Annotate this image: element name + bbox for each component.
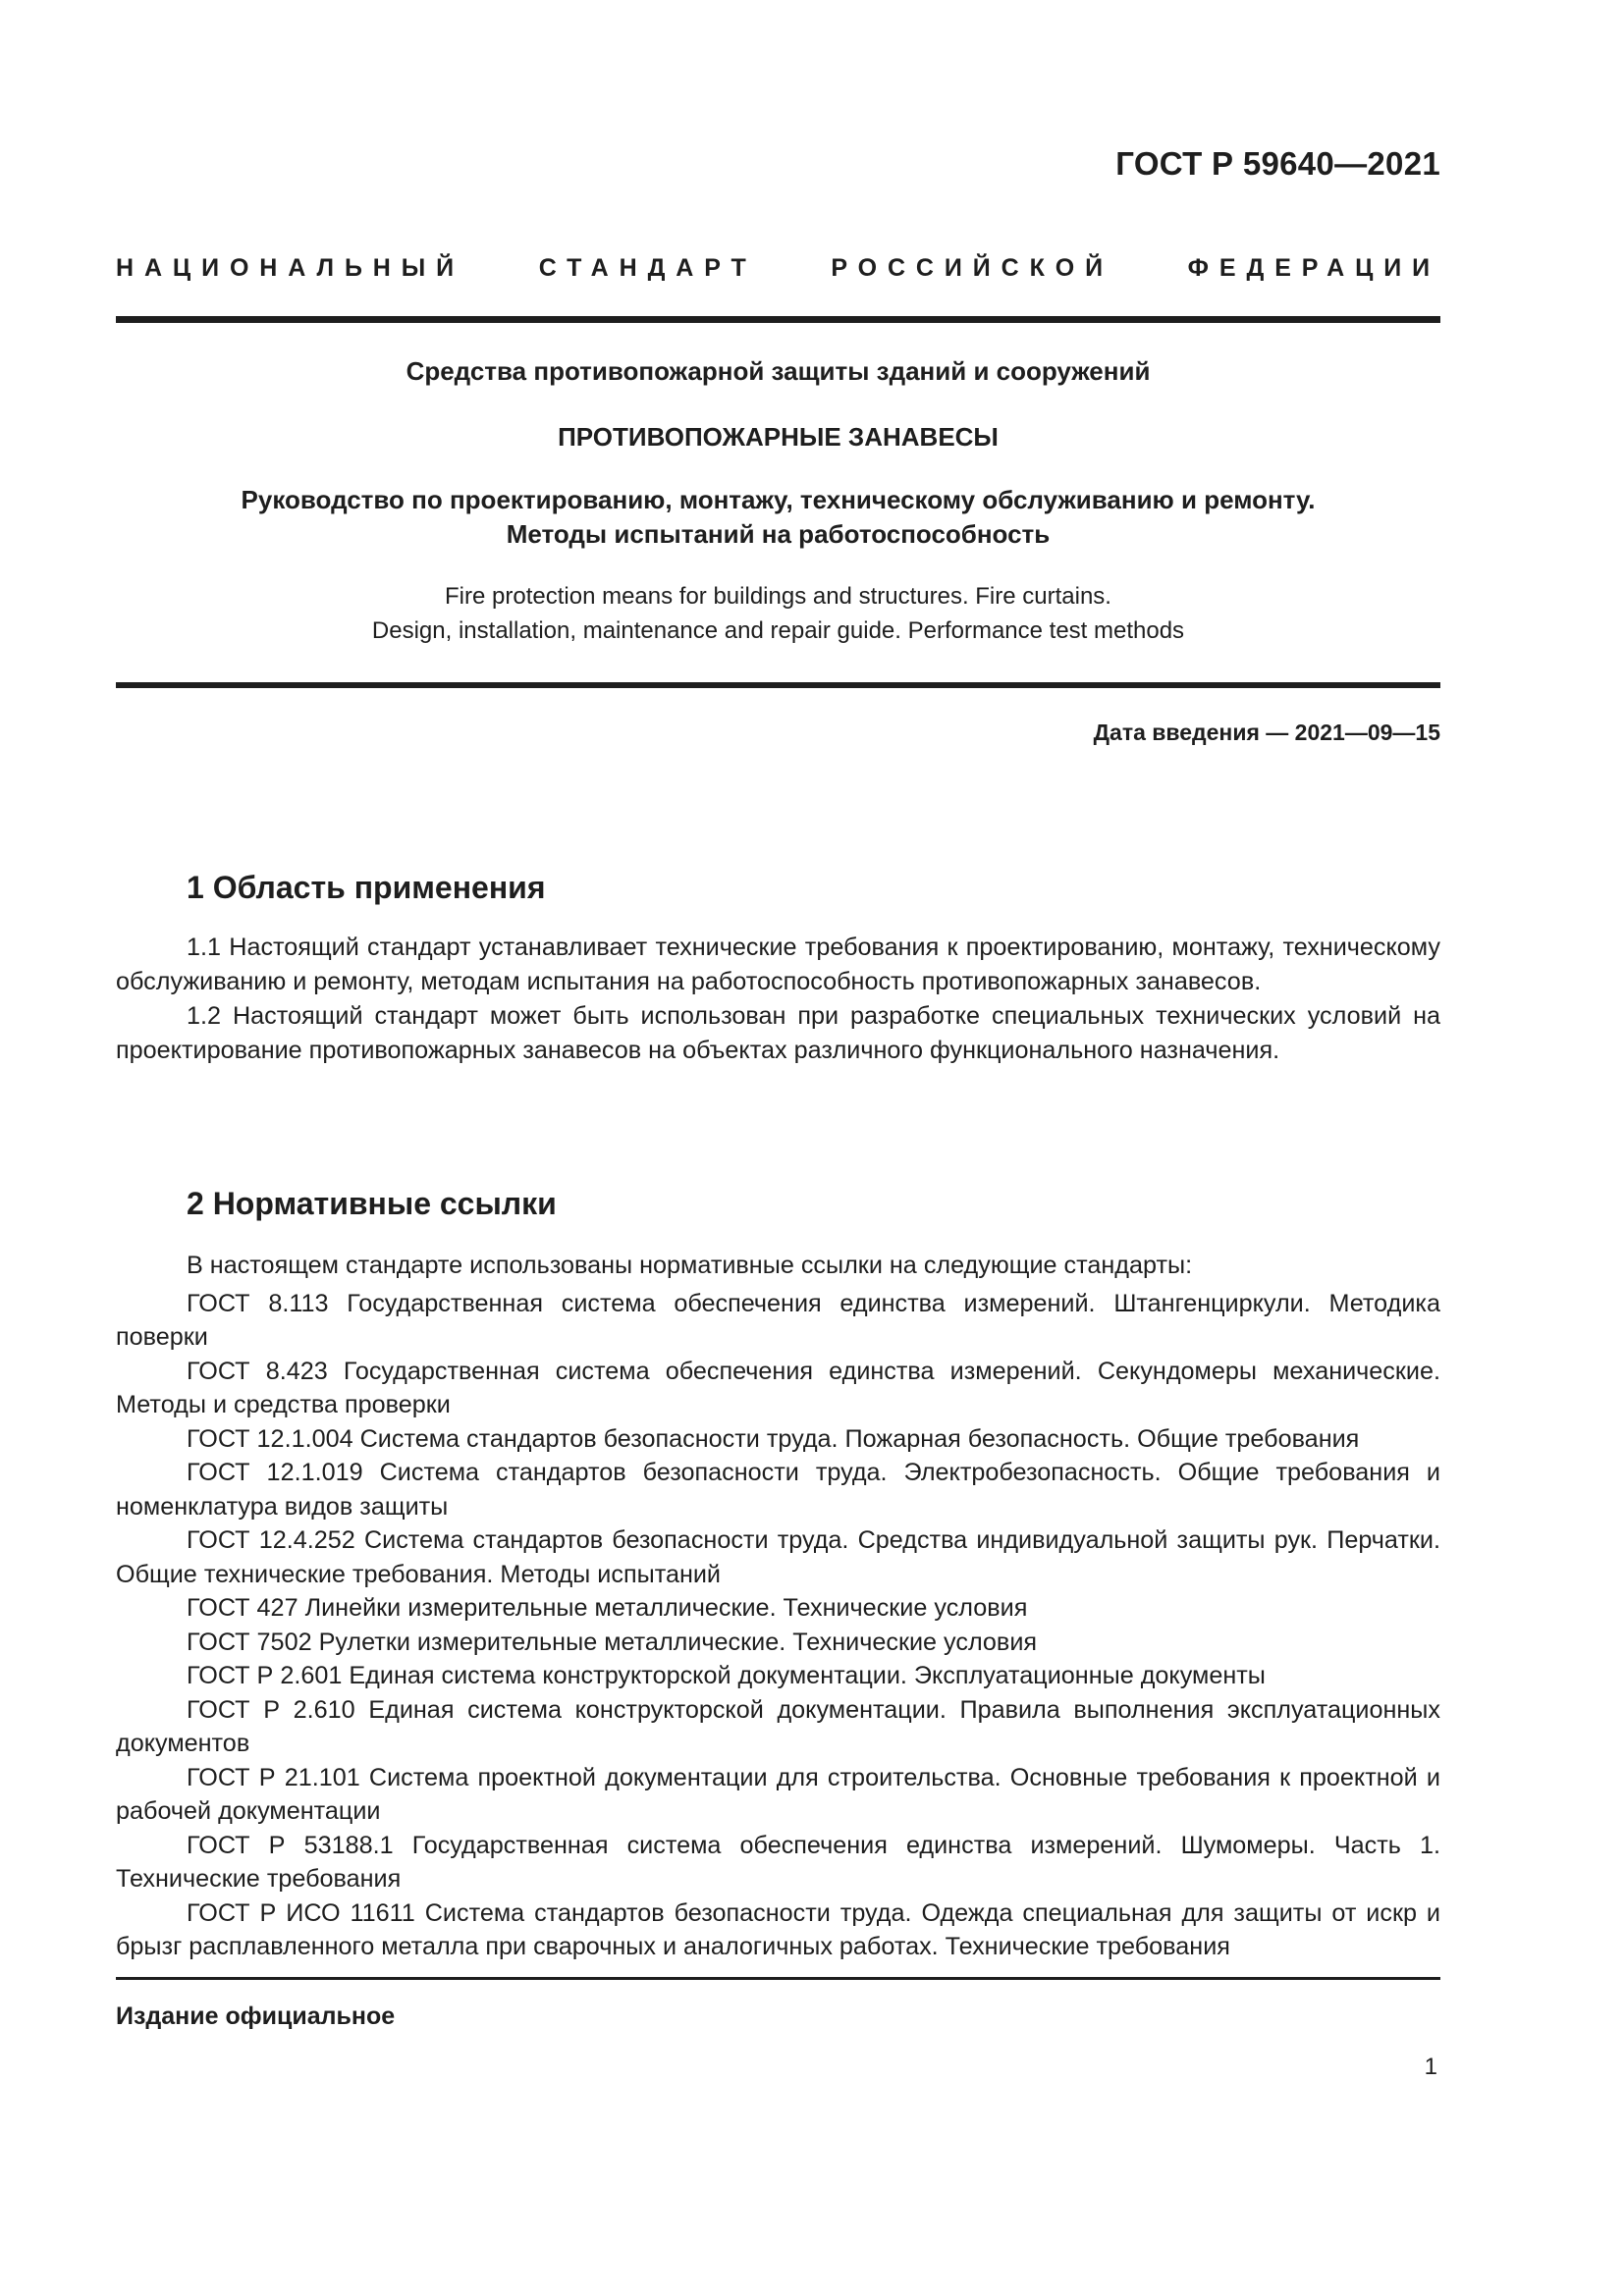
top-rule xyxy=(116,316,1440,323)
reference-item: ГОСТ 7502 Рулетки измерительные металлические. Технические условия xyxy=(187,1628,1038,1656)
introduction-date: Дата введения — 2021—09—15 xyxy=(1093,720,1440,745)
paragraph-1-1: 1.1 Настоящий стандарт устанавливает технические требования к проектированию, монтажу, техническому обслуживанию и ремонту, методам испытания на работоспособность противопожарных занавесов. xyxy=(116,934,1440,995)
english-title xyxy=(116,579,1440,648)
title-subtitle-line-2: Методы испытаний на работоспособность xyxy=(506,519,1051,549)
title-subject: Средства противопожарной защиты зданий и сооружений xyxy=(406,356,1151,386)
reference-item: ГОСТ 427 Линейки измерительные металлические. Технические условия xyxy=(187,1594,1028,1622)
section-1-body xyxy=(116,931,1440,1068)
section-1-heading: 1 Область применения xyxy=(187,870,546,905)
reference-item: ГОСТ 12.4.252 Система стандартов безопасности труда. Средства индивидуальной защиты рук. Перчатки. Общие технические требования. Методы испытаний xyxy=(116,1526,1440,1588)
section-2-heading: 2 Нормативные ссылки xyxy=(187,1186,557,1221)
reference-item: ГОСТ 8.113 Государственная система обеспечения единства измерений. Штангенциркули. Методика поверки xyxy=(116,1289,1440,1351)
document-number: ГОСТ Р 59640—2021 xyxy=(1115,145,1440,182)
paragraph-1-2: 1.2 Настоящий стандарт может быть использован при разработке специальных технических условий на проектирование противопожарных занавесов на объектах различного функционального назначения. xyxy=(116,1002,1440,1064)
english-title-line-2: Design, installation, maintenance and repair guide. Performance test methods xyxy=(371,617,1185,644)
references-intro: В настоящем стандарте использованы нормативные ссылки на следующие стандарты: xyxy=(187,1252,1193,1279)
reference-item: ГОСТ Р 21.101 Система проектной документации для строительства. Основные требования к проектной и рабочей документации xyxy=(116,1763,1440,1825)
reference-item: ГОСТ 12.1.019 Система стандартов безопасности труда. Электробезопасность. Общие требования и номенклатура видов защиты xyxy=(116,1459,1440,1521)
national-standard-title: НАЦИОНАЛЬНЫЙ СТАНДАРТ РОССИЙСКОЙ ФЕДЕРАЦИИ xyxy=(116,254,1440,282)
title-main: ПРОТИВОПОЖАРНЫЕ ЗАНАВЕСЫ xyxy=(558,422,999,452)
reference-item: ГОСТ 8.423 Государственная система обеспечения единства измерений. Секундомеры механические. Методы и средства проверки xyxy=(116,1357,1440,1418)
footer-rule xyxy=(116,1977,1440,1980)
reference-item: ГОСТ Р ИСО 11611 Система стандартов безопасности труда. Одежда специальная для защиты от искр и брызг расплавленного металла при сварочных и аналогичных работах. Технические требования xyxy=(116,1898,1440,1960)
normative-references xyxy=(116,1249,1440,1964)
reference-item: ГОСТ Р 2.610 Единая система конструкторской документации. Правила выполнения эксплуатационных документов xyxy=(116,1695,1440,1757)
reference-item: ГОСТ Р 53188.1 Государственная система обеспечения единства измерений. Шумомеры. Часть 1. Технические требования xyxy=(116,1831,1440,1893)
title-bottom-rule xyxy=(116,682,1440,688)
title-subtitle-line-1: Руководство по проектированию, монтажу, техническому обслуживанию и ремонту. xyxy=(241,485,1316,514)
english-title-line-1: Fire protection means for buildings and structures. Fire curtains. xyxy=(445,583,1111,610)
title-subtitle xyxy=(116,483,1440,552)
reference-item: ГОСТ 12.1.004 Система стандартов безопасности труда. Пожарная безопасность. Общие требования xyxy=(187,1424,1360,1453)
official-edition-label: Издание официальное xyxy=(116,2002,396,2030)
page-number: 1 xyxy=(1424,2054,1437,2080)
reference-item: ГОСТ Р 2.601 Единая система конструкторской документации. Эксплуатационные документы xyxy=(187,1662,1266,1689)
